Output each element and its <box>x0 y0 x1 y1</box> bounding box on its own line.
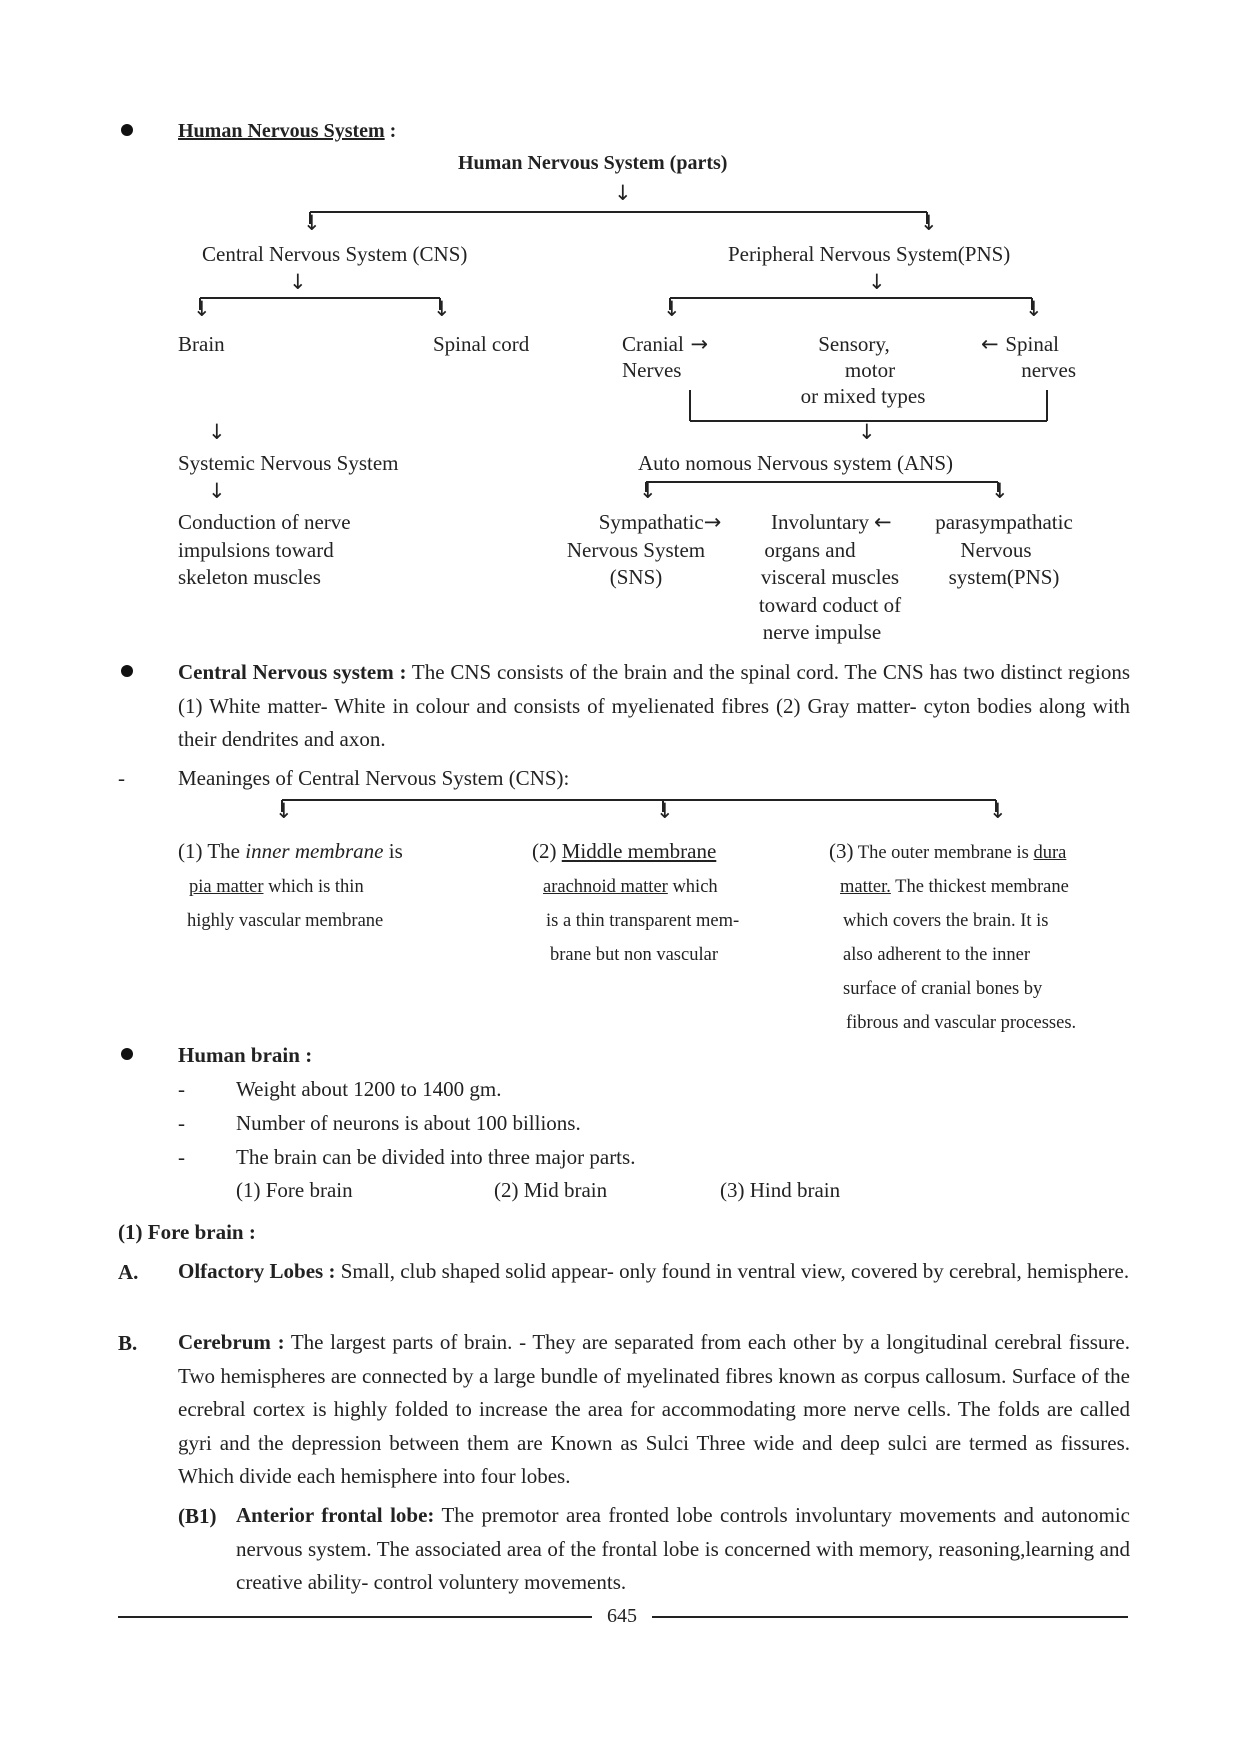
brain-label: Brain <box>178 332 225 356</box>
brain-part-hind: (3) Hind brain <box>720 1178 841 1202</box>
sympathetic-top: Sympathatic→ <box>598 510 722 534</box>
arrow-down-icon: ↓ <box>193 297 211 321</box>
item-label-a: A. <box>118 1260 139 1284</box>
arrow-right-icon: → <box>703 510 722 534</box>
arrow-right-icon: → <box>683 332 709 356</box>
item-label-b1: (B1) <box>178 1504 217 1528</box>
cerebrum-paragraph: Cerebrum : The largest parts of brain. - They are separated from each other by a longitudinal cerebral fissure. Two hemispheres are connected by a large bundle of myelinated fibres known as corpus callosum. Surface of the ecrebral cortex is highly folded to increase the area for accommodating more nerve cells. The folds are called gyri and the depression between them are Known as Sulci Three wide and deep sulci are termed as fissures. Which divide each hemisphere into four lobes. <box>178 1330 1130 1488</box>
human-brain-item: Weight about 1200 to 1400 gm. <box>236 1077 502 1101</box>
sympathetic-label: Sympathatic→ Nervous System (SNS) <box>566 510 722 589</box>
ans-label: Auto nomous Nervous system (ANS) <box>638 451 953 475</box>
arrow-down-icon: ↓ <box>989 799 1007 823</box>
human-brain-dash-1: - <box>178 1077 185 1101</box>
human-brain-item: Number of neurons is about 100 billions. <box>236 1111 581 1135</box>
spinal-nerves-top: ← Spinal <box>981 332 1059 356</box>
bullet <box>121 665 133 677</box>
arrow-down-icon: ↓ <box>991 479 1009 503</box>
arrow-left-icon: ← <box>981 332 1006 356</box>
brain-part-fore: (1) Fore brain <box>236 1178 353 1202</box>
cranial-nerves-label: Cranial → Nerves <box>622 332 709 382</box>
conduction-label: Conduction of nerve impulsions toward skeleton muscles <box>178 510 351 589</box>
cns-label: Central Nervous System (CNS) <box>202 242 468 266</box>
arrow-down-icon: ↓ <box>1025 297 1043 321</box>
arrow-down-icon: ↓ <box>656 799 674 823</box>
meninges-middle-membrane: (2) Middle membrane arachnoid matter which is a thin transparent mem- brane but non vascular <box>532 839 740 965</box>
meninges-outer-membrane: (3) The outer membrane is dura matter. The thickest membrane which covers the brain. It is also adherent to the inner surface of cranial bones by fibrous and vascular processes. <box>829 839 1077 1033</box>
arrow-down-icon: ↓ <box>868 270 886 294</box>
involuntary-label: Involuntary organs and visceral muscles toward coduct of nerve impulse <box>758 510 902 644</box>
pns-label: Peripheral Nervous System(PNS) <box>728 242 1011 266</box>
section-heading: Human Nervous System : <box>178 120 397 142</box>
arrow-down-icon: ↓ <box>639 479 657 503</box>
fore-brain-title: (1) Fore brain : <box>118 1220 256 1244</box>
human-brain-title: Human brain : <box>178 1043 313 1067</box>
parasympathetic-label: parasympathatic Nervous system(PNS) <box>935 510 1073 589</box>
arrow-down-icon: ↓ <box>858 420 876 444</box>
diagram-root: Human Nervous System (parts) <box>458 152 728 174</box>
olfactory-lobes-paragraph: Olfactory Lobes : Small, club shaped solid appear- only found in ventral view, covered by cerebral, hemisphere. <box>178 1259 1130 1283</box>
page-number: 645 <box>607 1605 637 1627</box>
arrow-down-icon: ↓ <box>303 211 321 235</box>
bullet <box>121 1048 133 1060</box>
arrow-down-icon: ↓ <box>208 420 226 444</box>
meninges-title: Meaninges of Central Nervous System (CNS): <box>178 766 570 790</box>
arrow-down-icon: ↓ <box>920 211 938 235</box>
sensory-motor-label: Sensory, motor or mixed types <box>800 332 926 408</box>
spinal-cord-label: Spinal cord <box>433 332 530 356</box>
systemic-nervous-label: Systemic Nervous System <box>178 451 399 475</box>
human-brain-dash-2: - <box>178 1111 185 1135</box>
bullet <box>121 124 133 136</box>
arrow-down-icon: ↓ <box>614 181 632 205</box>
arrow-down-icon: ↓ <box>433 297 451 321</box>
frontal-lobe-paragraph: Anterior frontal lobe: The premotor area fronted lobe controls involuntary movements and autonomic nervous system. The associated area of the frontal lobe is concerned with memory, reasoning,learning and creative ability- control voluntery movements. <box>236 1503 1131 1594</box>
human-brain-item: The brain can be divided into three major parts. <box>236 1145 636 1169</box>
cns-paragraph: Central Nervous system : The CNS consists of the brain and the spinal cord. The CNS has two distinct regions (1) White matter- White in colour and consists of myelienated fibres (2) Gray matter- cyton bodies along with their dendrites and axon. <box>178 660 1130 751</box>
human-brain-dash-3: - <box>178 1145 185 1169</box>
meninges-dash: - <box>118 766 125 790</box>
arrow-down-icon: ↓ <box>275 799 293 823</box>
arrow-down-icon: ↓ <box>289 270 307 294</box>
meninges-inner-membrane: (1) The inner membrane is pia matter which is thin highly vascular membrane <box>178 839 403 931</box>
involuntary-top: Involuntary <box>771 510 869 534</box>
arrow-down-icon: ↓ <box>208 479 226 503</box>
arrow-down-icon: ↓ <box>663 297 681 321</box>
item-label-b: B. <box>118 1331 138 1355</box>
brain-part-mid: (2) Mid brain <box>494 1178 608 1202</box>
spinal-nerves-label: ← Spinal nerves <box>981 332 1076 382</box>
arrow-left-icon: ← <box>874 510 892 534</box>
